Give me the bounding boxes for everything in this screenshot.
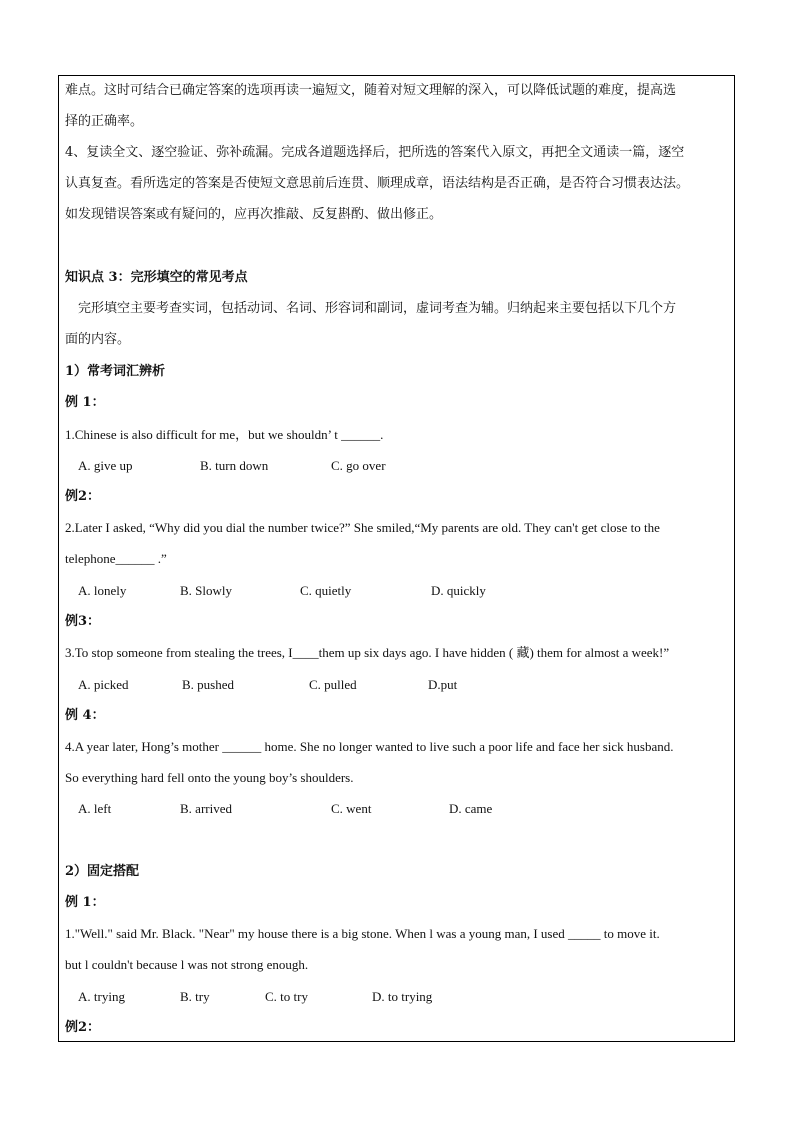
options-row — [78, 801, 718, 817]
example-label: 例 1： — [65, 895, 105, 910]
subsection-heading: 1）常考词汇辨析 — [65, 364, 166, 379]
option: B. pushed — [182, 677, 234, 692]
subsection-heading: 2）固定搭配 — [65, 864, 140, 879]
option: C. quietly — [300, 583, 352, 598]
section-heading: 知识点 3：完形填空的常见考点 — [65, 270, 248, 285]
example-label: 例 1： — [65, 395, 105, 410]
example-label: 例3： — [65, 614, 101, 629]
option: C. went — [331, 801, 372, 816]
option: A. picked — [78, 677, 129, 692]
section-intro-line: 面的内容。 — [65, 332, 131, 347]
option: A. left — [78, 801, 112, 816]
options-row — [78, 677, 718, 693]
section-intro-line: 完形填空主要考查实词，包括动词、名词、形容词和副词，虚词考查为辅。归纳起来主要包括以下几个方 — [78, 301, 677, 316]
options-row — [78, 458, 718, 474]
step-4-line: 4、复读全文、逐空验证、弥补疏漏。完成各道题选择后，把所选的答案代入原文，再把全文通读一篇，逐空 — [65, 145, 685, 160]
options-row — [78, 989, 718, 1005]
option: B. arrived — [180, 801, 232, 816]
option: D. came — [449, 801, 493, 816]
option: C. go over — [331, 458, 386, 473]
option: A. lonely — [78, 583, 127, 598]
intro-line: 择的正确率。 — [65, 114, 144, 129]
question-line: 3.To stop someone from stealing the trees, I____them up six days ago. I have hidden ( 藏) them for almost a week!” — [65, 645, 670, 660]
option: B. turn down — [200, 458, 269, 473]
option: B. Slowly — [180, 583, 233, 598]
question-line: 1.Chinese is also difficult for me，but we shouldn’ t ______. — [65, 427, 384, 442]
question-line: 2.Later I asked, “Why did you dial the number twice?” She smiled,“My parents are old. They can't get close to the — [65, 520, 660, 535]
example-label: 例 4： — [65, 708, 105, 723]
step-4-line: 如发现错误答案或有疑问的，应再次推敲、反复斟酌、做出修正。 — [65, 207, 443, 222]
example-label: 例2： — [65, 1020, 101, 1035]
option: A. trying — [78, 989, 125, 1004]
example-label: 例2： — [65, 489, 101, 504]
option: C. pulled — [309, 677, 357, 692]
step-4-line: 认真复查。看所选定的答案是否使短文意思前后连贯、顺理成章，语法结构是否正确，是否符合习惯表达法。 — [65, 176, 690, 191]
option: D.put — [428, 677, 458, 692]
question-line: 1."Well." said Mr. Black. "Near" my house there is a big stone. When l was a young man, I used _____ to move it. — [65, 926, 660, 941]
option: D. quickly — [431, 583, 486, 598]
option: B. try — [180, 989, 210, 1004]
question-line: 4.A year later, Hong’s mother ______ home. She no longer wanted to live such a poor life and face her sick husband. — [65, 739, 674, 754]
question-line: but l couldn't because l was not strong enough. — [65, 957, 309, 972]
question-line: telephone______ .” — [65, 551, 167, 566]
intro-line: 难点。这时可结合已确定答案的选项再读一遍短文，随着对短文理解的深入，可以降低试题的难度，提高选 — [65, 83, 677, 98]
option: A. give up — [78, 458, 133, 473]
option: D. to trying — [372, 989, 433, 1004]
option: C. to try — [265, 989, 308, 1004]
question-line: So everything hard fell onto the young boy’s shoulders. — [65, 770, 354, 785]
options-row — [78, 583, 718, 599]
